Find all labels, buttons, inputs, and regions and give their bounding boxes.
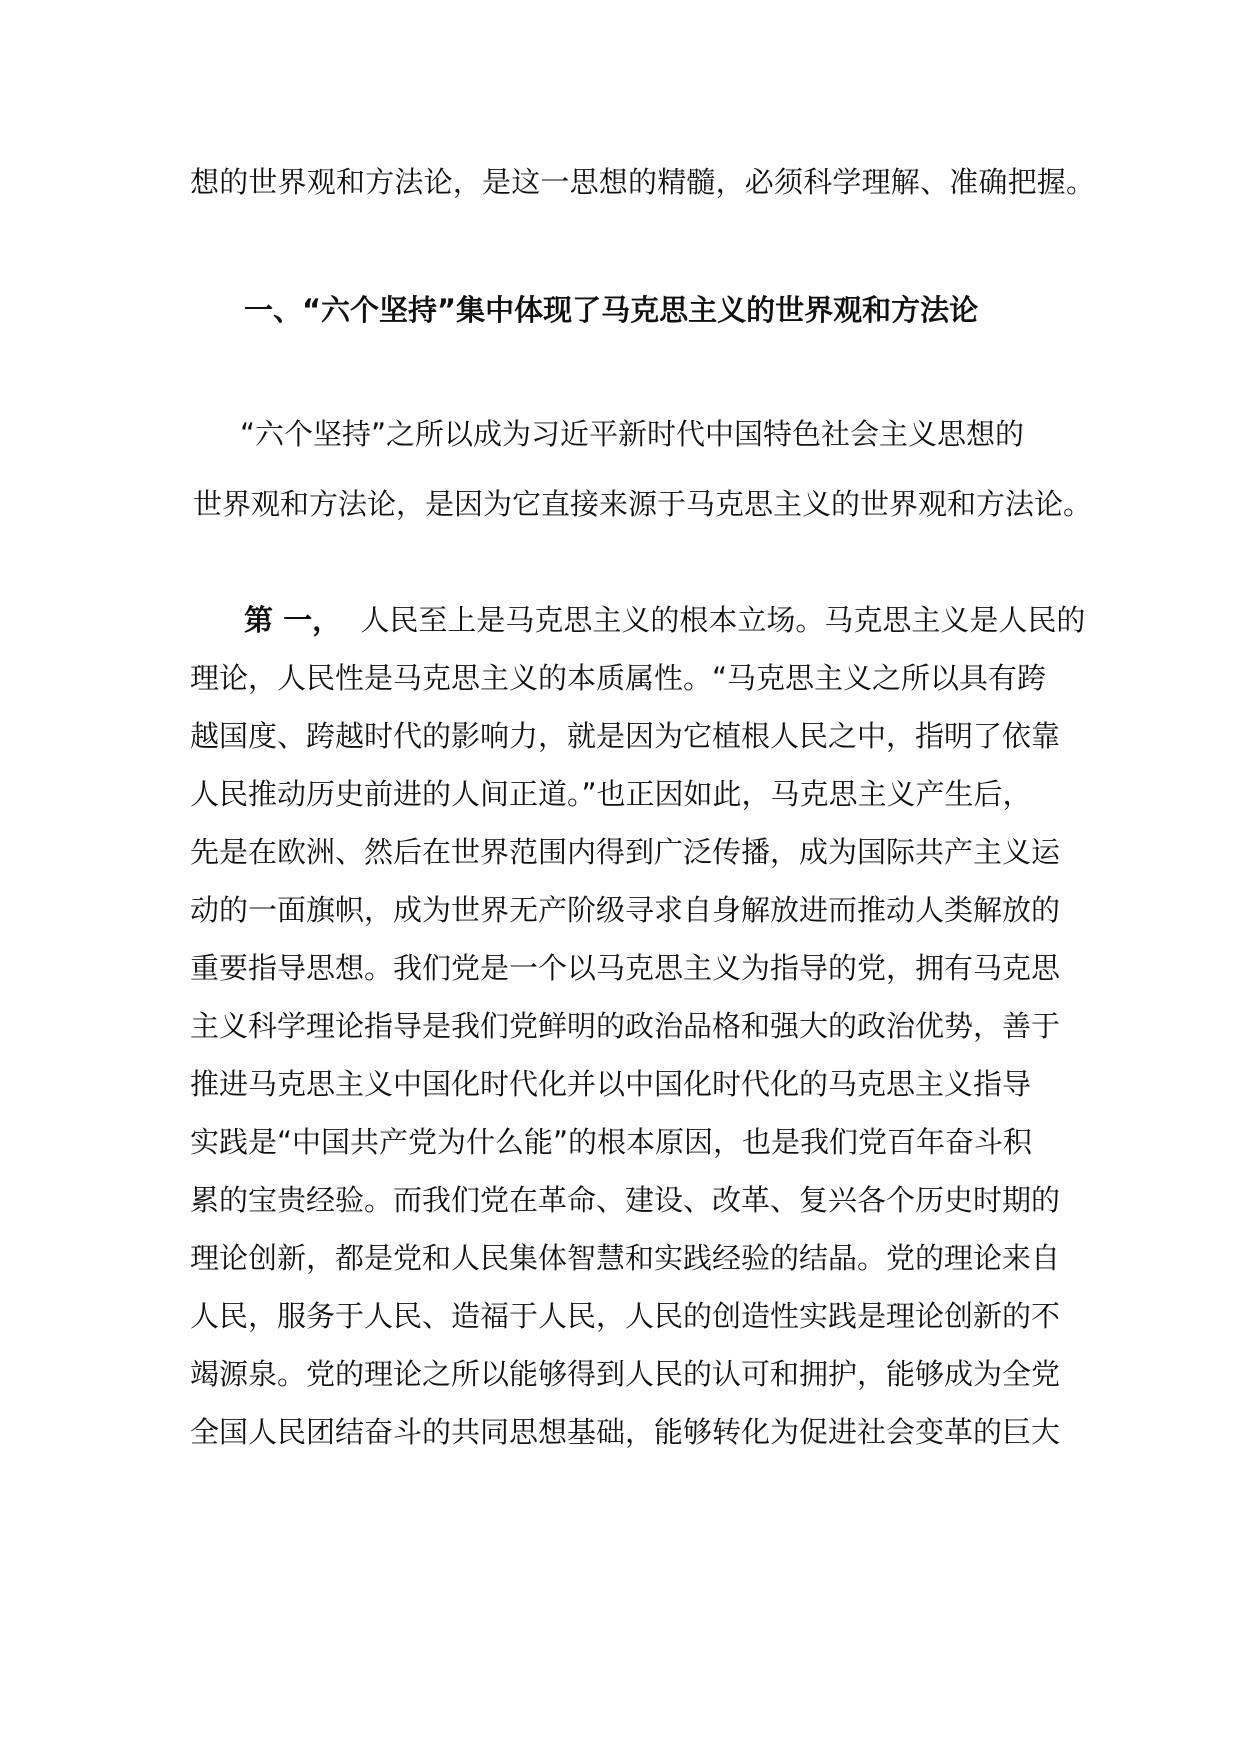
paragraph-2-line-7: 重要指导思想。我们党是一个以马克思主义为指导的党，拥有马克思 — [190, 951, 1061, 985]
intro-tail-line: 想的世界观和方法论，是这一思想的精髓，必须科学理解、准确把握。 — [190, 165, 1096, 199]
paragraph-2-line-8: 主义科学理论指导是我们党鲜明的政治品格和强大的政治优势，善于 — [190, 1009, 1061, 1043]
paragraph-2-line-3: 越国度、跨越时代的影响力，就是因为它植根人民之中，指明了依靠 — [190, 719, 1061, 753]
paragraph-2-line-12: 理论创新，都是党和人民集体智慧和实践经验的结晶。党的理论来自 — [190, 1241, 1061, 1275]
paragraph-2-line-11: 累的宝贵经验。而我们党在革命、建设、改革、复兴各个历史时期的 — [190, 1183, 1061, 1217]
paragraph-1-line-2: 世界观和方法论，是因为它直接来源于马克思主义的世界观和方法论。 — [193, 487, 1093, 521]
paragraph-2-line-9: 推进马克思主义中国化时代化并以中国化时代化的马克思主义指导 — [190, 1067, 1032, 1101]
paragraph-2-line-6: 动的一面旗帜，成为世界无产阶级寻求自身解放进而推动人类解放的 — [190, 893, 1061, 927]
paragraph-2-line-5: 先是在欧洲、然后在世界范围内得到广泛传播，成为国际共产主义运 — [190, 835, 1061, 869]
paragraph-2-lead: 第 一， — [244, 603, 342, 637]
paragraph-2-line-1-text: 人民至上是马克思主义的根本立场。马克思主义是人民的 — [360, 603, 1086, 637]
paragraph-2-line-15: 全国人民团结奋斗的共同思想基础，能够转化为促进社会变革的巨大 — [190, 1415, 1061, 1449]
paragraph-2-line-2: 理论，人民性是马克思主义的本质属性。“马克思主义之所以具有跨 — [190, 661, 1047, 695]
paragraph-2-line-4: 人民推动历史前进的人间正道。”也正因如此，马克思主义产生后， — [190, 777, 1032, 811]
paragraph-2-line-1 — [244, 600, 1085, 640]
paragraph-2-line-10: 实践是“中国共产党为什么能”的根本原因，也是我们党百年奋斗积 — [190, 1125, 1033, 1159]
paragraph-2-line-14: 竭源泉。党的理论之所以能够得到人民的认可和拥护，能够成为全党 — [190, 1357, 1061, 1391]
paragraph-1-line-1: “六个坚持”之所以成为习近平新时代中国特色社会主义思想的 — [240, 417, 1025, 451]
section-heading: 一、“六个坚持”集中体现了马克思主义的世界观和方法论 — [244, 293, 979, 327]
paragraph-2-line-13: 人民，服务于人民、造福于人民，人民的创造性实践是理论创新的不 — [190, 1299, 1061, 1333]
